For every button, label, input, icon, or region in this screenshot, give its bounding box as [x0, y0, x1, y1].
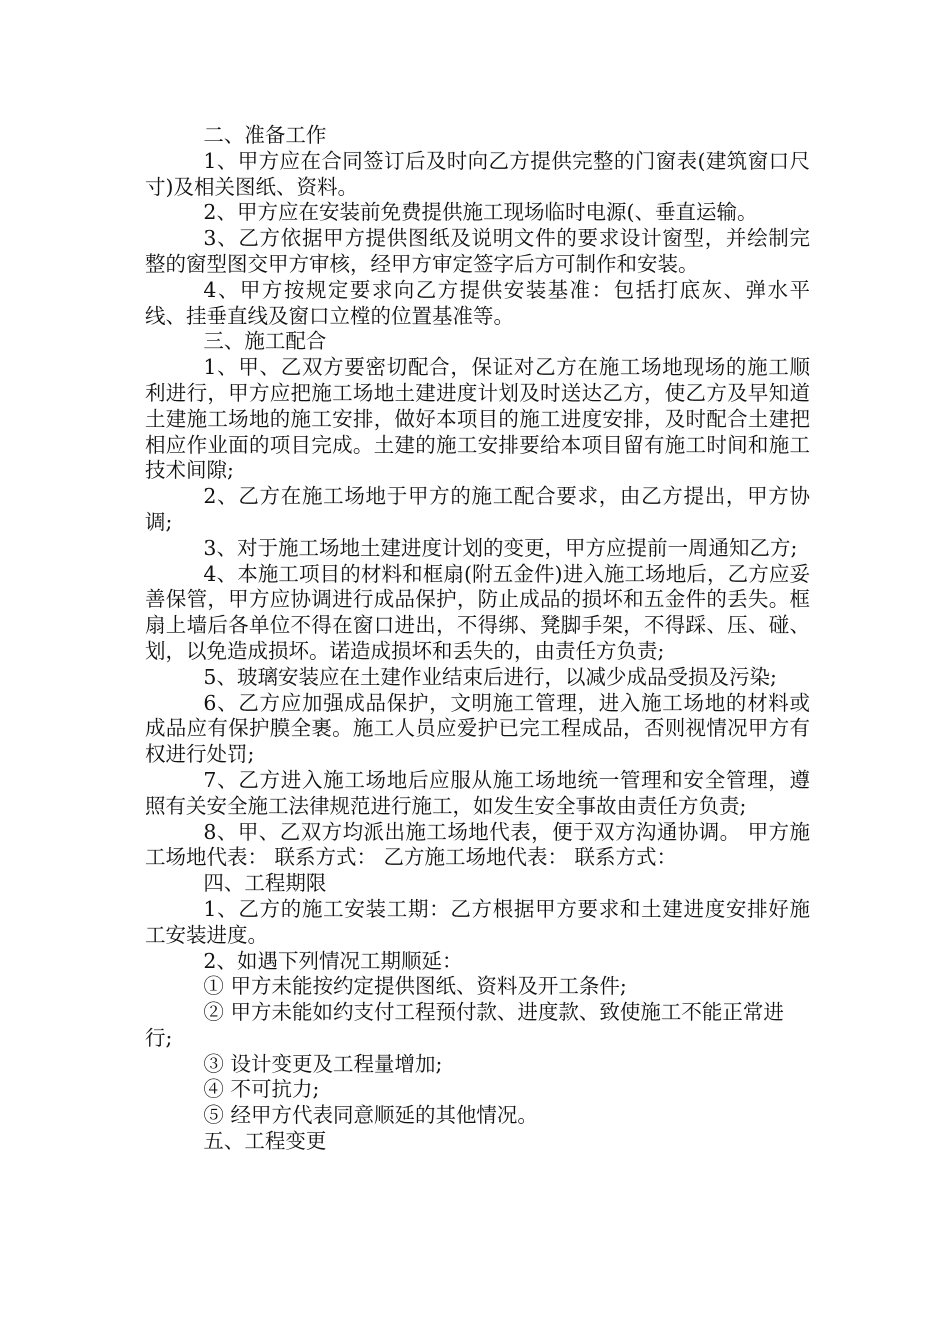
list-item: ① 甲方未能按约定提供图纸、资料及开工条件;	[203, 974, 627, 999]
paragraph: 1、甲方应在合同签订后及时向乙方提供完整的门窗表(建筑窗口尺寸)及相关图纸、资料。	[145, 148, 810, 199]
section-heading-5: 五、工程变更	[203, 1129, 327, 1154]
paragraph: 7、乙方进入施工场地后应服从施工场地统一管理和安全管理，遵照有关安全施工法律规范进行施工，如发生安全事故由责任方负责;	[145, 767, 810, 818]
paragraph: 1、甲、乙双方要密切配合，保证对乙方在施工场地现场的施工顺利进行，甲方应把施工场地土建进度计划及时送达乙方，使乙方及早知道土建施工场地的施工安排，做好本项目的施工进度安排，及时配合土建把相应作业面的项目完成。土建的施工安排要给本项目留有施工时间和施工技术间隙;	[145, 355, 810, 483]
paragraph: 8、甲、乙双方均派出施工场地代表，便于双方沟通协调。 甲方施工场地代表： 联系方式： 乙方施工场地代表： 联系方式：	[145, 819, 810, 870]
paragraph: 4、甲方按规定要求向乙方提供安装基准：包括打底灰、弹水平线、挂垂直线及窗口立樘的位置基准等。	[145, 277, 810, 328]
paragraph: 6、乙方应加强成品保护，文明施工管理，进入施工场地的材料或成品应有保护膜全裹。施工人员应爱护已完工程成品，否则视情况甲方有权进行处罚;	[145, 690, 810, 767]
list-item: ② 甲方未能如约支付工程预付款、进度款、致使施工不能正常进行;	[145, 1000, 784, 1050]
paragraph: 4、本施工项目的材料和框扇(附五金件)进入施工场地后，乙方应妥善保管，甲方应协调进行成品保护，防止成品的损坏和五金件的丢失。框扇上墙后各单位不得在窗口进出，不得绑、凳脚手架，不得踩、压、碰、划，以免造成损坏。诺造成损坏和丢失的，由责任方负责;	[145, 561, 810, 663]
section-heading-4: 四、工程期限	[203, 871, 327, 896]
list-item: ④ 不可抗力;	[203, 1077, 320, 1102]
paragraph: 2、乙方在施工场地于甲方的施工配合要求，由乙方提出，甲方协调;	[145, 484, 810, 534]
section-heading-3: 三、施工配合	[203, 329, 327, 354]
paragraph: 5、玻璃安装应在土建作业结束后进行，以减少成品受损及污染;	[203, 664, 777, 689]
section-heading-2: 二、准备工作	[203, 123, 327, 147]
list-item: ③ 设计变更及工程量增加;	[203, 1051, 443, 1076]
paragraph: 3、乙方依据甲方提供图纸及说明文件的要求设计窗型，并绘制完整的窗型图交甲方审核，经甲方审定签字后方可制作和安装。	[145, 226, 810, 276]
paragraph: 1、乙方的施工安装工期：乙方根据甲方要求和土建进度安排好施工安装进度。	[145, 896, 810, 947]
paragraph: 2、甲方应在安装前免费提供施工现场临时电源(、垂直运输。	[203, 200, 758, 225]
document-page	[145, 123, 810, 1155]
paragraph: 2、如遇下列情况工期顺延：	[203, 948, 463, 973]
paragraph: 3、对于施工场地土建进度计划的变更，甲方应提前一周通知乙方;	[203, 535, 798, 560]
list-item: ⑤ 经甲方代表同意顺延的其他情况。	[203, 1103, 538, 1128]
